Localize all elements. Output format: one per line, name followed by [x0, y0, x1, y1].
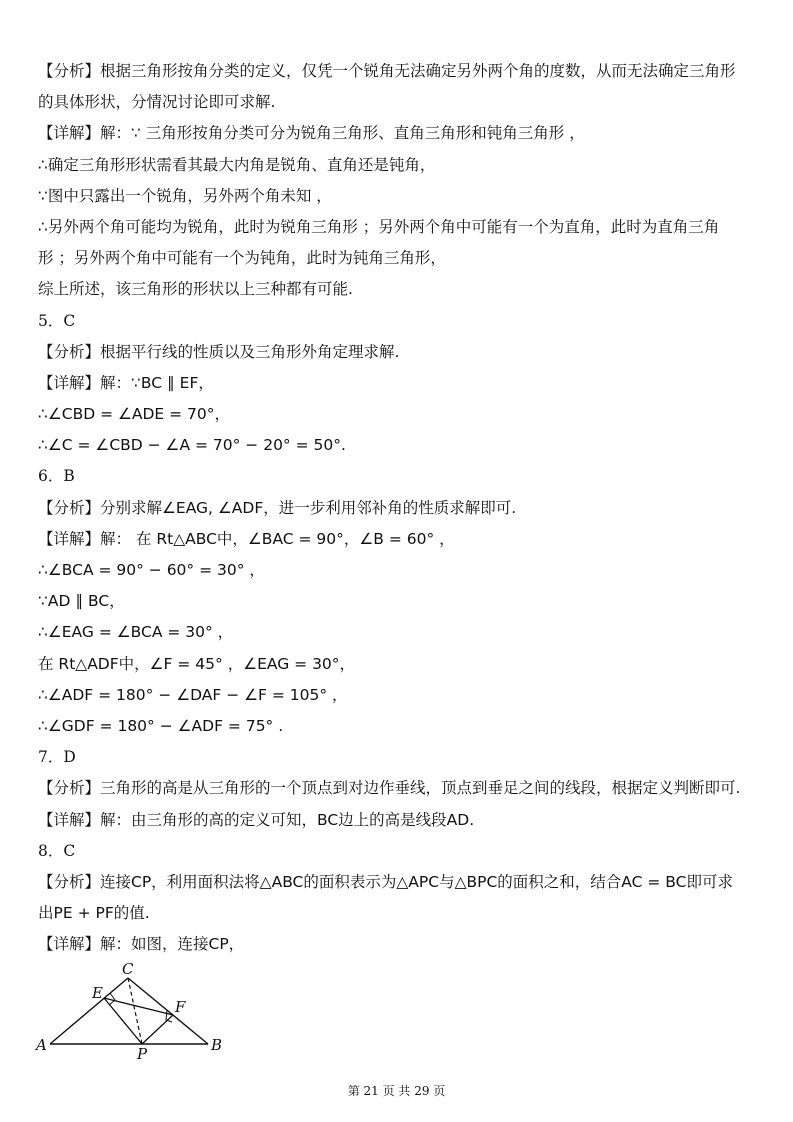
text-line: ∴确定三角形形状需看其最大内角是锐角、直角还是钝角， — [38, 155, 436, 174]
label-p: P — [137, 1045, 148, 1060]
text-line: 在 Rt△ADF中，∠F = 45° ，∠EAG = 30°， — [38, 654, 356, 673]
text-line: 的具体形状，分情况讨论即可求解. — [38, 93, 276, 112]
text-line: 【分析】分别求解∠EAG, ∠ADF，进一步利用邻补角的性质求解即可. — [38, 498, 517, 517]
text-line: 形 ；另外两个角中可能有一个为钝角，此时为钝角三角形， — [38, 249, 446, 268]
text-line: 【分析】根据平行线的性质以及三角形外角定理求解. — [38, 342, 400, 361]
text-line: ∴另外两个角可能均为锐角，此时为锐角三角形 ；另外两个角中可能有一个为直角，此时为直角三角 — [38, 217, 720, 236]
page-footer: 第 21 页 共 29 页 — [347, 1084, 446, 1098]
text-line: 【分析】三角形的高是从三角形的一个顶点到对边作垂线，顶点到垂足之间的线段，根据定义判断即可. — [38, 779, 741, 798]
text-line: 出PE + PF的值. — [38, 904, 150, 923]
segment-pf — [142, 1015, 173, 1044]
question-number: 6．B — [38, 467, 75, 486]
triangle-figure — [30, 960, 230, 1060]
document-body — [38, 56, 758, 960]
text-line: 【详解】解： 在 Rt△ABC中，∠BAC = 90°，∠B = 60° ， — [38, 529, 455, 548]
math-line: ∴∠EAG = ∠BCA = 30° ， — [38, 623, 234, 642]
math-line: ∴∠CBD = ∠ADE = 70°， — [38, 405, 231, 424]
math-line: ∴∠ADF = 180° − ∠DAF − ∠F = 105° ， — [38, 685, 348, 704]
triangle-diagram — [30, 960, 230, 1060]
label-c: C — [122, 960, 134, 978]
label-b: B — [211, 1036, 223, 1054]
text-line: 【详解】解：如图，连接CP， — [38, 935, 245, 954]
text-line: 综上所述，该三角形的形状以上三种都有可能. — [38, 280, 353, 299]
math-line: ∴∠GDF = 180° − ∠ADF = 75° . — [38, 716, 284, 735]
math-line: ∴∠C = ∠CBD − ∠A = 70° − 20° = 50°. — [38, 436, 346, 455]
text-line: 【详解】解：∵BC ∥ EF， — [38, 373, 214, 392]
text-line: ∵图中只露出一个锐角，另外两个角未知 ， — [38, 186, 332, 205]
question-number: 8．C — [38, 841, 76, 860]
question-number: 5．C — [38, 311, 76, 330]
text-line: 【详解】解：由三角形的高的定义可知，BC边上的高是线段AD. — [38, 810, 475, 829]
text-line: 【分析】连接CP，利用面积法将△ABC的面积表示为△APC与△BPC的面积之和，结合AC = BC即可求 — [38, 872, 733, 891]
text-line: 【分析】根据三角形按角分类的定义，仅凭一个锐角无法确定另外两个角的度数，从而无法确定三角形 — [38, 62, 736, 80]
label-f: F — [175, 998, 186, 1016]
side-ac — [50, 978, 128, 1044]
label-e: E — [92, 984, 103, 1002]
text-line: 【详解】解：∵ 三角形按角分类可分为锐角三角形、直角三角形和钝角三角形 ， — [38, 124, 585, 143]
label-a: A — [36, 1036, 47, 1054]
question-number: 7．D — [38, 748, 76, 767]
math-line: ∴∠BCA = 90° − 60° = 30° ， — [38, 561, 265, 579]
math-line: ∵AD ∥ BC， — [38, 592, 125, 611]
